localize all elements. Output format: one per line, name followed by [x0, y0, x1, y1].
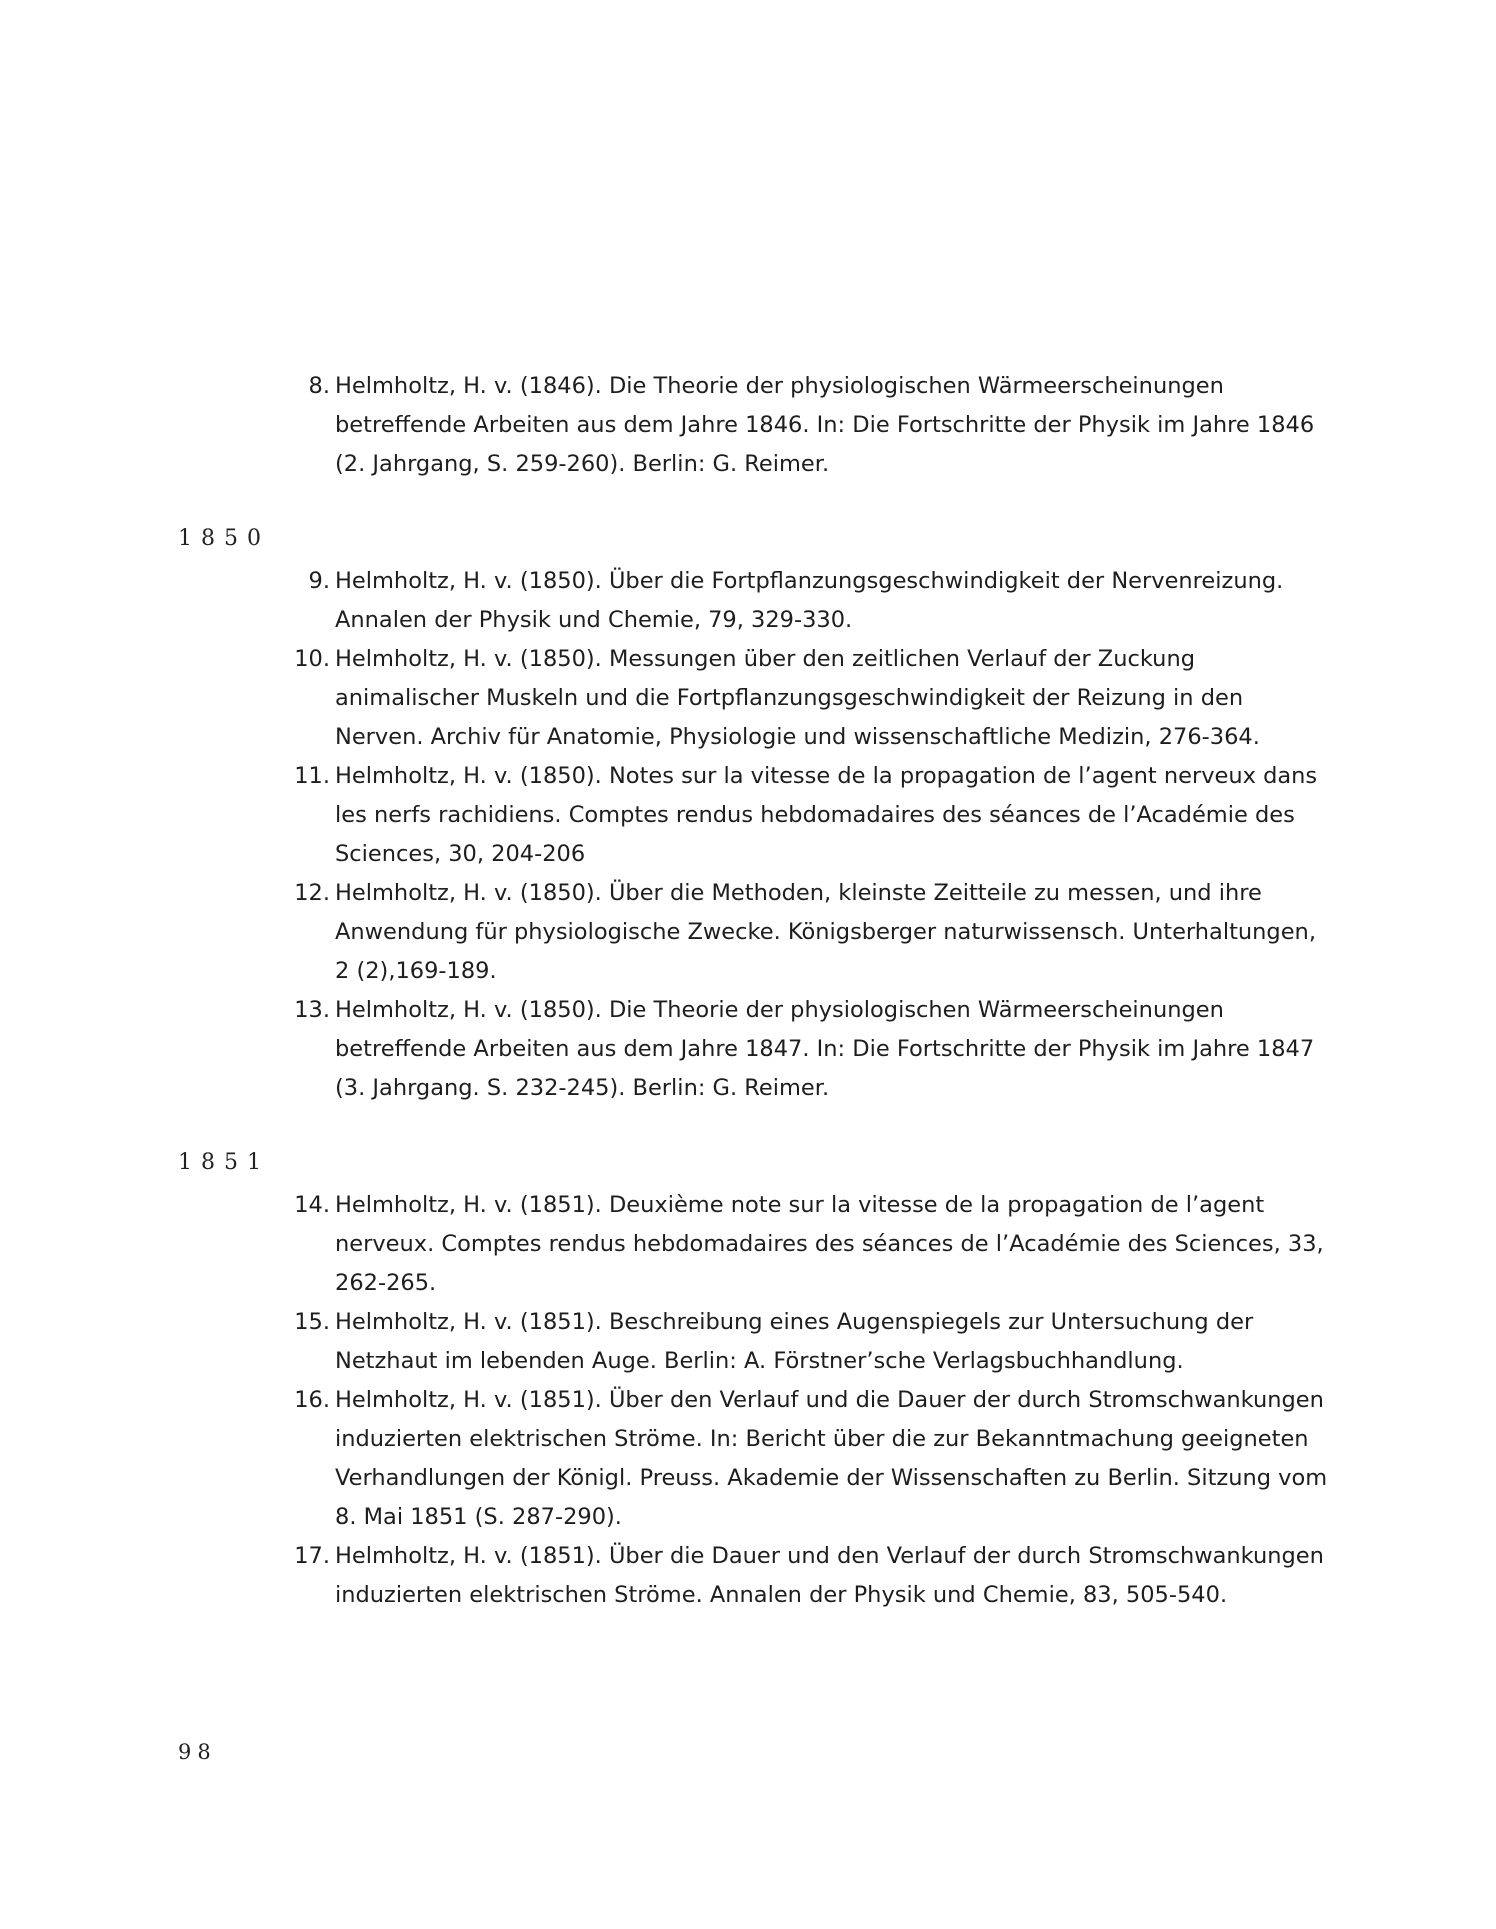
entry-text: Helmholtz, H. v. (1850). Über die Fortpflanzungsgeschwindigkeit der Nervenreizung. Annalen der Physik und Chemie, 79, 329-330. [335, 568, 1284, 633]
bibliography-entry [285, 757, 1335, 874]
entry-number: 15. [294, 1309, 330, 1335]
bibliography-entry [285, 1381, 1335, 1537]
entry-text: Helmholtz, H. v. (1850). Über die Methoden, kleinste Zeitteile zu messen, und ihre Anwendung für physiologische Zwecke. Königsberger naturwissensch. Unterhaltungen, 2 (2),169-189. [335, 880, 1316, 984]
entries-continued [285, 367, 1335, 484]
bibliography-entry [285, 1303, 1335, 1381]
entry-text: Helmholtz, H. v. (1846). Die Theorie der physiologischen Wärmeerscheinungen betreffende Arbeiten aus dem Jahre 1846. In: Die Fortschritte der Physik im Jahre 1846 (2. Jahrgang, S. 259-260). Berlin: G. Reimer. [335, 373, 1315, 477]
entry-text: Helmholtz, H. v. (1850). Messungen über den zeitlichen Verlauf der Zuckung animalischer Muskeln und die Fortpflanzungsgeschwindigkeit der Reizung in den Nerven. Archiv für Anatomie, Physiologie und wissenschaftliche Medizin, 276-364. [335, 646, 1260, 750]
entry-text: Helmholtz, H. v. (1850). Die Theorie der physiologischen Wärmeerscheinungen betreffende Arbeiten aus dem Jahre 1847. In: Die Fortschritte der Physik im Jahre 1847 (3. Jahrgang. S. 232-245). Berlin: G. Reimer. [335, 997, 1315, 1101]
entries-1850 [285, 562, 1335, 1108]
entry-number: 13. [294, 997, 330, 1023]
entries-1851 [285, 1186, 1335, 1615]
year-heading-1850: 1850 [178, 526, 270, 551]
bibliography-entry [285, 1537, 1335, 1615]
entry-number: 12. [294, 880, 330, 906]
entry-number: 17. [294, 1543, 330, 1569]
entry-number: 14. [294, 1192, 330, 1218]
bibliography-entry [285, 640, 1335, 757]
year-heading-1851: 1851 [178, 1150, 270, 1175]
entry-text: Helmholtz, H. v. (1851). Beschreibung eines Augenspiegels zur Untersuchung der Netzhaut im lebenden Auge. Berlin: A. Förstner’sche Verlagsbuchhandlung. [335, 1309, 1254, 1374]
entry-number: 8. [308, 373, 330, 399]
bibliography-entry [285, 562, 1335, 640]
page-number: 98 [178, 1740, 217, 1764]
entry-number: 11. [294, 763, 330, 789]
bibliography-entry [285, 991, 1335, 1108]
entry-number: 10. [294, 646, 330, 672]
entry-number: 16. [294, 1387, 330, 1413]
bibliography-entry [285, 874, 1335, 991]
bibliography-entry [285, 1186, 1335, 1303]
entry-text: Helmholtz, H. v. (1850). Notes sur la vitesse de la propagation de l’agent nerveux dans les nerfs rachidiens. Comptes rendus hebdomadaires des séances de l’Académie des Sciences, 30, 204-206 [335, 763, 1318, 867]
entry-text: Helmholtz, H. v. (1851). Über die Dauer und den Verlauf der durch Stromschwankungen induzierten elektrischen Ströme. Annalen der Physik und Chemie, 83, 505-540. [335, 1543, 1324, 1608]
bibliography-entry [285, 367, 1335, 484]
entry-text: Helmholtz, H. v. (1851). Über den Verlauf und die Dauer der durch Stromschwankungen induzierten elektrischen Ströme. In: Bericht über die zur Bekanntmachung geeigneten Verhandlungen der Königl. Preuss. Akademie der Wissenschaften zu Berlin. Sitzung vom 8. Mai 1851 (S. 287-290). [335, 1387, 1328, 1530]
entry-number: 9. [308, 568, 330, 594]
entry-text: Helmholtz, H. v. (1851). Deuxième note sur la vitesse de la propagation de l’agent nerveux. Comptes rendus hebdomadaires des séances de l’Académie des Sciences, 33, 262-265. [335, 1192, 1324, 1296]
